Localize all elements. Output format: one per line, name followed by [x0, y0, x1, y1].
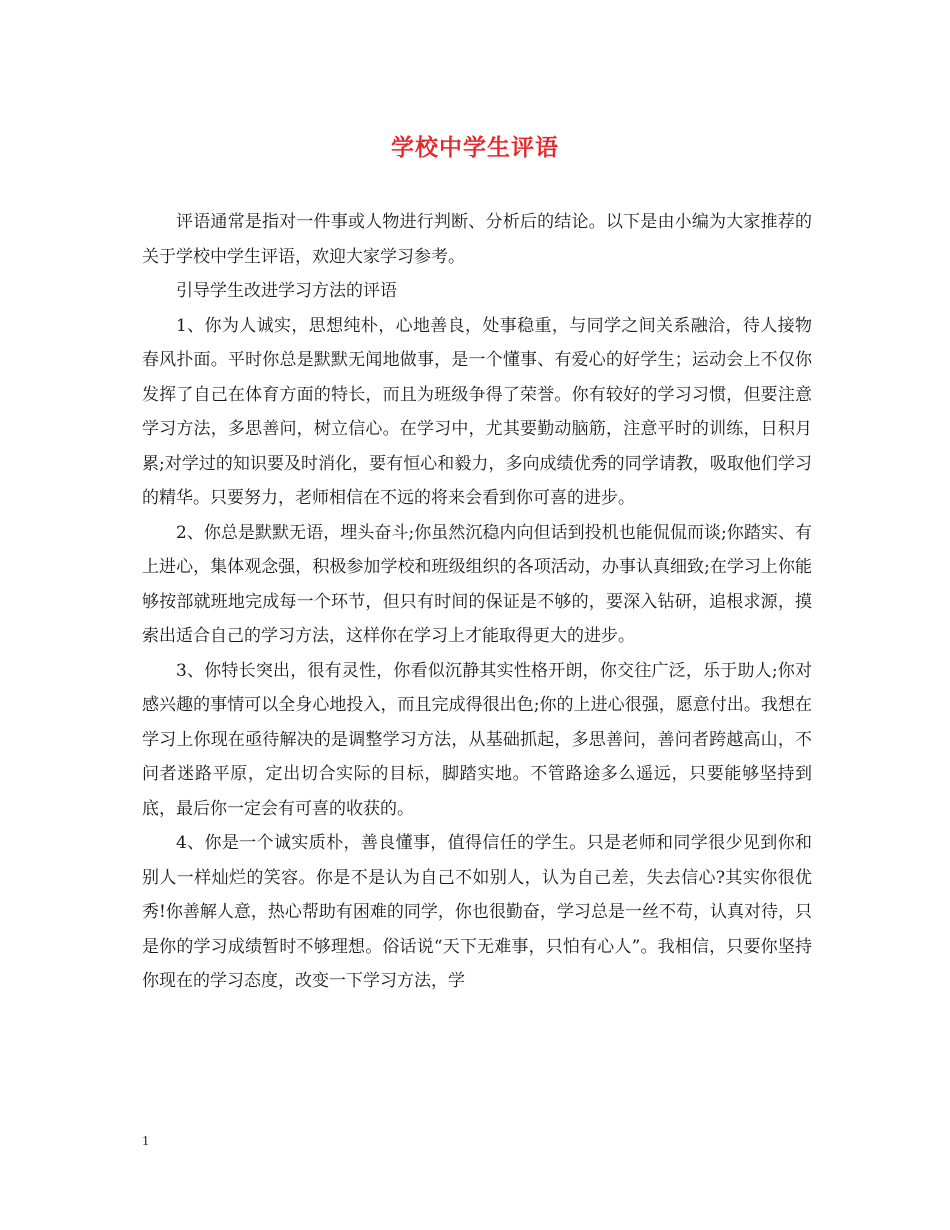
page-number: 1 — [142, 1134, 149, 1149]
paragraph-comment-1: 1、你为人诚实，思想纯朴，心地善良，处事稳重，与同学之间关系融洽，待人接物春风扑面。平时你总是默默无闻地做事，是一个懂事、有爱心的好学生；运动会上不仅你发挥了自己在体育方面的特长，而且为班级争得了荣誉。你有较好的学习习惯，但要注意学习方法，多思善问，树立信心。在学习中，尤其要勤动脑筋，注意平时的训练，日积月累;对学过的知识要及时消化，要有恒心和毅力，多向成绩优秀的同学请教，吸取他们学习的精华。只要努力，老师相信在不远的将来会看到你可喜的进步。 — [142, 315, 812, 508]
document-title: 学校中学生评语 — [391, 134, 559, 161]
paragraph-comment-4: 4、你是一个诚实质朴，善良懂事，值得信任的学生。只是老师和同学很少见到你和别人一样灿烂的笑容。你是不是认为自己不如别人，认为自己差，失去信心?其实你很优秀!你善解人意，热心帮助有困难的同学，你也很勤奋，学习总是一丝不苟，认真对待，只是你的学习成绩暂时不够理想。俗话说“天下无难事，只怕有心人”。我相信，只要你坚持你现在的学习态度，改变一下学习方法，学 — [142, 833, 812, 991]
paragraph-comment-2: 2、你总是默默无语，埋头奋斗;你虽然沉稳内向但话到投机也能侃侃而谈;你踏实、有上进心，集体观念强，积极参加学校和班级组织的各项活动，办事认真细致;在学习上你能够按部就班地完成每一个环节，但只有时间的保证是不够的，要深入钻研，追根求源，摸索出适合自己的学习方法，这样你在学习上才能取得更大的进步。 — [142, 522, 812, 646]
paragraph-heading: 引导学生改进学习方法的评语 — [176, 281, 397, 301]
document-body — [142, 205, 812, 999]
paragraph-intro: 评语通常是指对一件事或人物进行判断、分析后的结论。以下是由小编为大家推荐的关于学校中学生评语，欢迎大家学习参考。 — [142, 212, 812, 267]
paragraph-comment-3: 3、你特长突出，很有灵性，你看似沉静其实性格开朗，你交往广泛，乐于助人;你对感兴趣的事情可以全身心地投入，而且完成得很出色;你的上进心很强，愿意付出。我想在学习上你现在亟待解决的是调整学习方法，从基础抓起，多思善问，善问者跨越高山，不问者迷路平原，定出切合实际的目标，脚踏实地。不管路途多么遥远，只要能够坚持到底，最后你一定会有可喜的收获的。 — [142, 660, 812, 819]
